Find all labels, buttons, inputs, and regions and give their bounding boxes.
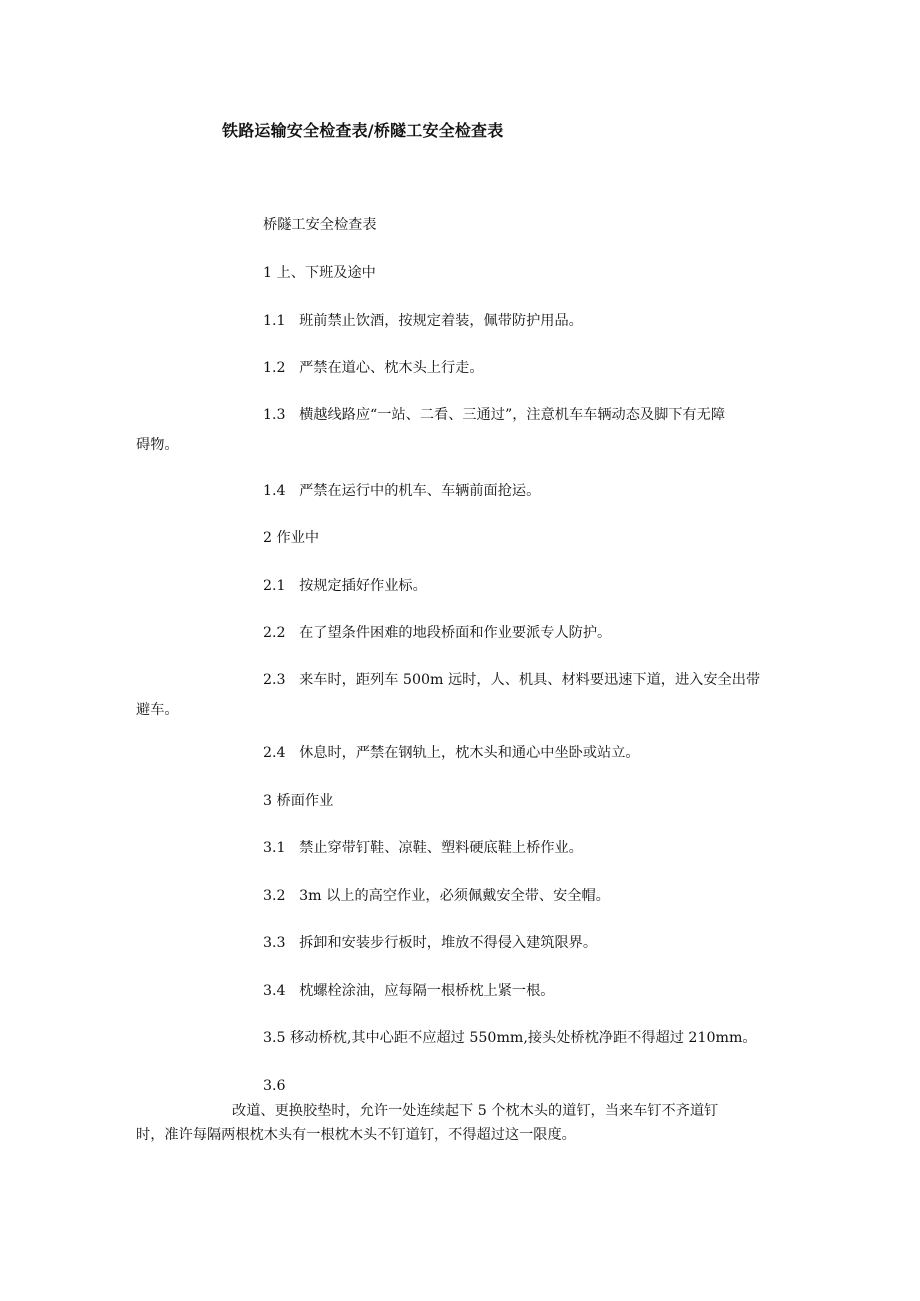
item-text: 3m 以上的高空作业，必须佩戴安全带、安全帽。 (299, 888, 610, 904)
section-heading-3: 3 桥面作业 (263, 793, 334, 809)
item-3-1 (263, 838, 583, 858)
item-text: 按规定插好作业标。 (299, 578, 427, 594)
item-number: 1.3 (263, 407, 286, 423)
item-text: 禁止穿带钉鞋、凉鞋、塑料硬底鞋上桥作业。 (299, 840, 583, 856)
item-3-6-number: 3.6 (263, 1078, 286, 1094)
item-1-1 (263, 311, 583, 331)
item-text: 严禁在运行中的机车、车辆前面抢运。 (299, 483, 541, 499)
item-3-6-text-line1: 改道、更换胶垫时，允许一处连续起下 5 个枕木头的道钉，当来车钉不齐道钉 (232, 1103, 719, 1119)
item-text: 移动桥枕,其中心距不应超过 550mm,接头处桥枕净距不得超过 210mm。 (290, 1030, 757, 1046)
item-text-line1: 横越线路应“一站、二看、三通过”，注意机车车辆动态及脚下有无障 (299, 407, 726, 423)
document-subtitle: 桥隧工安全检查表 (263, 217, 377, 233)
item-3-5 (263, 1028, 757, 1048)
item-number: 1.2 (263, 360, 286, 376)
item-number: 2.4 (263, 745, 286, 761)
item-number: 3.3 (263, 935, 286, 951)
item-number: 3.1 (263, 840, 286, 856)
item-2-4 (263, 743, 640, 763)
item-number: 3.5 (263, 1030, 286, 1046)
item-1-2 (263, 358, 484, 378)
item-text: 在了望条件困难的地段桥面和作业要派专人防护。 (299, 625, 612, 641)
item-text-line2: 碍物。 (136, 437, 179, 453)
item-number: 3.4 (263, 983, 286, 999)
item-text: 枕螺栓涂油，应每隔一根桥枕上紧一根。 (299, 983, 555, 999)
item-number: 2.3 (263, 672, 286, 688)
section-heading-1: 1 上、下班及途中 (263, 265, 376, 281)
item-1-4 (263, 481, 540, 501)
item-3-2 (263, 886, 610, 906)
item-text-line2: 避车。 (136, 702, 179, 718)
item-number: 1.4 (263, 483, 286, 499)
item-number: 2.1 (263, 578, 286, 594)
document-title: 铁路运输安全检查表/桥隧工安全检查表 (222, 121, 504, 140)
item-1-3 (136, 400, 786, 460)
item-2-1 (263, 576, 427, 596)
section-heading-2: 2 作业中 (263, 530, 320, 546)
item-number: 1.1 (263, 313, 286, 329)
item-number: 3.2 (263, 888, 286, 904)
item-text-line1: 来车时，距列车 500m 远时，人、机具、材料要迅速下道，进入安全出带 (299, 672, 761, 688)
item-3-3 (263, 933, 597, 953)
item-2-2 (263, 623, 611, 643)
item-number: 2.2 (263, 625, 286, 641)
item-text: 拆卸和安装步行板时，堆放不得侵入建筑限界。 (299, 935, 598, 951)
item-3-4 (263, 981, 555, 1001)
item-2-3 (136, 665, 786, 725)
item-text: 严禁在道心、枕木头上行走。 (299, 360, 484, 376)
item-text: 休息时，严禁在钢轨上，枕木头和通心中坐卧或站立。 (299, 745, 640, 761)
item-3-6-text-line2: 时，准许每隔两根枕木头有一根枕木头不钉道钉，不得超过这一限度。 (136, 1127, 576, 1143)
item-text: 班前禁止饮酒，按规定着装，佩带防护用品。 (299, 313, 583, 329)
